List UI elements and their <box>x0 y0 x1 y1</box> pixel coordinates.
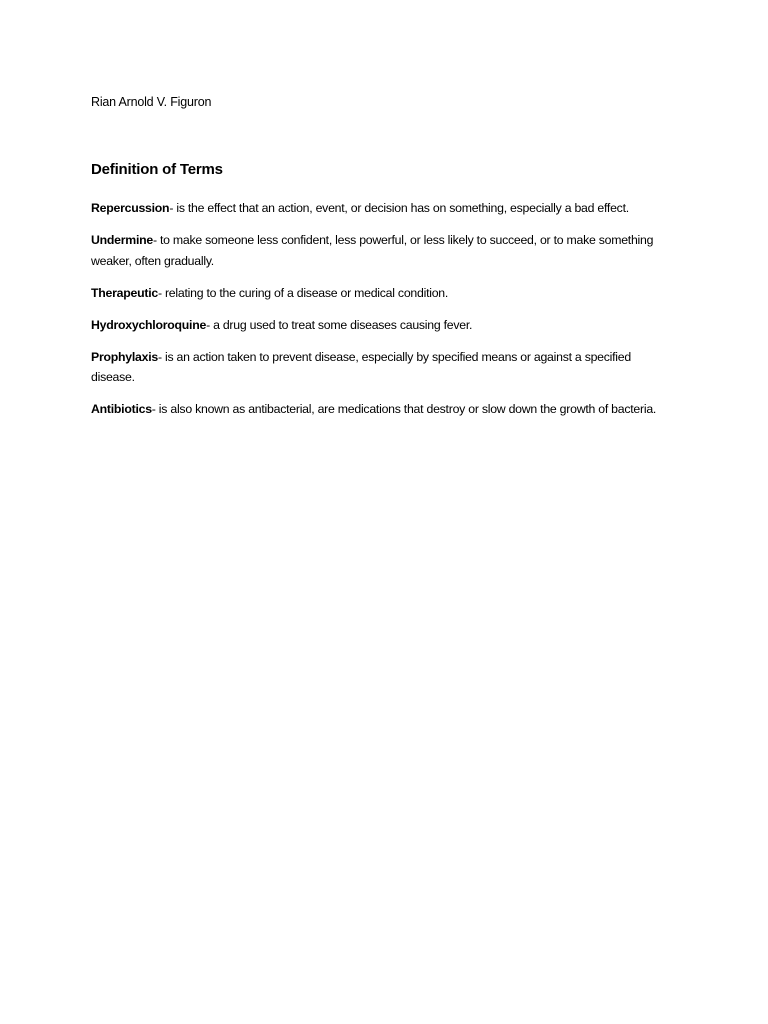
term-entry-undermine <box>91 230 676 271</box>
term-definition: - relating to the curing of a disease or medical condition. <box>157 285 449 300</box>
term-word: Prophylaxis <box>91 349 158 364</box>
term-definition: - is an action taken to prevent disease, especially by specified means or against a specified disease. <box>91 349 631 384</box>
document-title: Definition of Terms <box>91 161 223 178</box>
term-entry-prophylaxis <box>91 347 676 388</box>
term-entry-hydroxychloroquine <box>91 315 676 336</box>
term-definition: - is also known as antibacterial, are medications that destroy or slow down the growth of bacteria. <box>151 402 657 416</box>
term-definition: - a drug used to treat some diseases causing fever. <box>206 317 473 332</box>
term-entry-therapeutic <box>91 283 676 304</box>
term-entry-antibiotics <box>91 399 676 420</box>
term-definition: - to make someone less confident, less powerful, or less likely to succeed, or to make something weaker, often gradually. <box>91 233 654 268</box>
term-entry-repercussion <box>91 198 676 219</box>
term-word: Antibiotics <box>91 402 152 416</box>
term-word: Undermine <box>91 233 153 247</box>
terms-list <box>91 198 676 431</box>
author-name: Rian Arnold V. Figuron <box>91 95 212 109</box>
term-word: Therapeutic <box>91 285 158 300</box>
term-word: Hydroxychloroquine <box>91 317 207 332</box>
term-definition: - is the effect that an action, event, or decision has on something, especially a bad effect. <box>169 201 629 215</box>
term-word: Repercussion <box>91 201 170 215</box>
